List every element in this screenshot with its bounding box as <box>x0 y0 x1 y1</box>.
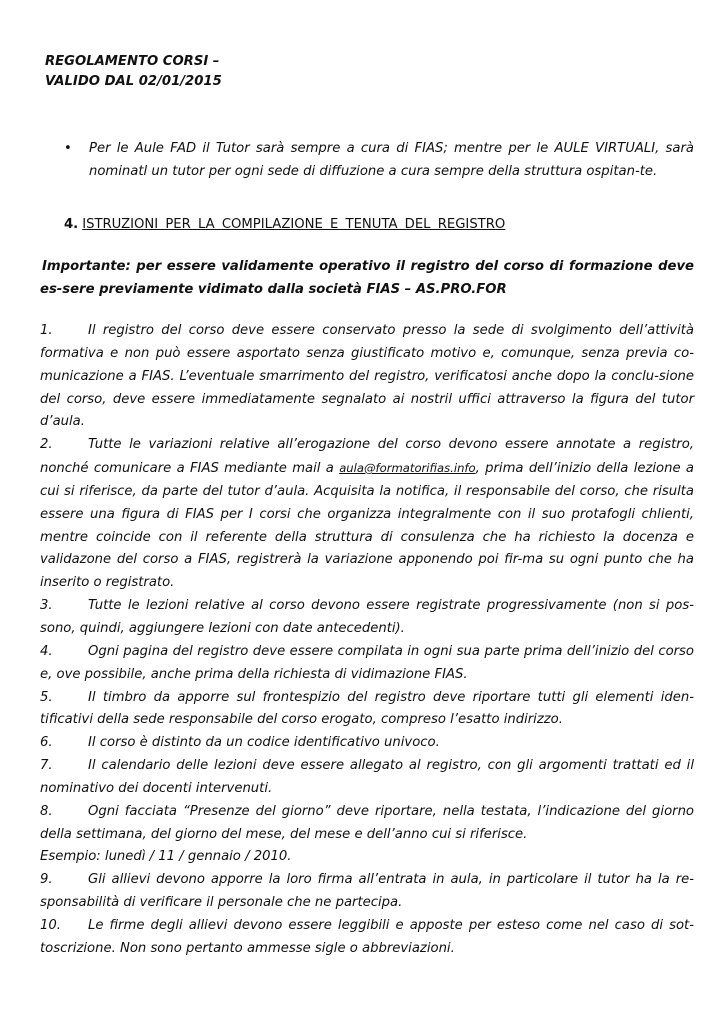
rule-item <box>40 869 694 915</box>
section-number: 4. <box>64 217 79 232</box>
email-link[interactable]: aula@formatorifias.info <box>339 461 476 476</box>
section-title: ISTRUZIONI PER LA COMPILAZIONE E TENUTA DEL REGISTRO <box>82 217 506 232</box>
rule-item <box>40 595 694 641</box>
rule-text: Gli allievi devono apporre la loro firma all’entrata in aula, in particolare il tutor ha la re-sponsabilità di verificare il personale che ne partecipa. <box>40 872 694 911</box>
rule-text: Tutte le variazioni relative all’erogazione del corso devono essere annotate a registro, nonché comunicare a FIAS mediante mail a <box>40 437 694 477</box>
rule-item <box>40 915 694 961</box>
rule-text: Il registro del corso deve essere conservato presso la sede di svolgimento dell’attività formativa e non può essere asportato senza giustificato motivo e, comunque, senza previa co-municazione a FIAS. L’eventuale smarrimento del registro, verificatosi anche dopo la conclu-sione del corso, deve essere immediatamente segnalato ai nostril uffici attraverso la figura del tutor d’aula. <box>40 323 694 430</box>
rule-text: Ogni facciata “Presenze del giorno” deve riportare, nella testata, l’indicazione del giorno della settimana, del giorno del mese, del mese e dell’anno cui si riferisce. <box>40 803 694 842</box>
rule-number: 3. <box>40 598 53 614</box>
document-title <box>45 52 222 92</box>
rule-item <box>40 320 694 434</box>
rule-number: 6. <box>40 735 53 751</box>
rule-number: 2. <box>40 437 53 453</box>
rule-number: 5. <box>40 689 53 705</box>
rule-number: 4. <box>40 643 53 659</box>
title-line-2: VALIDO DAL 02/01/2015 <box>45 74 222 89</box>
rule-number: 7. <box>40 758 53 774</box>
section-heading <box>64 214 505 236</box>
bullet-dot-icon: • <box>64 141 72 156</box>
rule-number: 10. <box>40 917 61 933</box>
rule-text: Ogni pagina del registro deve essere compilata in ogni sua parte prima dell’inizio del corso e, ove possibile, anche prima della richiesta di vidimazione FIAS. <box>40 643 694 682</box>
rule-item <box>40 732 694 755</box>
title-line-1: REGOLAMENTO CORSI – <box>45 54 220 69</box>
rule-item <box>40 755 694 801</box>
important-notice: Importante: per essere validamente operativo il registro del corso di formazione deve es-sere previamente vidimato dalla società FIAS – AS.PRO.FOR <box>40 259 694 297</box>
rule-number: 8. <box>40 803 53 819</box>
rule-text: Il timbro da apporre sul frontespizio del registro deve riportare tutti gli elementi iden-tificativi della sede responsabile del corso erogato, compreso l’esatto indirizzo. <box>40 689 694 728</box>
example-line: Esempio: lunedì / 11 / gennaio / 2010. <box>40 849 292 865</box>
rule-text-continued: , prima dell’inizio della lezione a cui si riferisce, da parte del tutor d’aula. Acquisita la notifica, il responsabile del corso, che risulta essere una figura di FIAS per I corsi che organizza integralmente con il suo protafogli chlienti, mentre coincide con il referente della struttura di consulenza che ha richiesto la docenza e validazone del corso a FIAS, registrerà la variazione apponendo poi fir-ma su ogni punto che ha inserito o registrato. <box>40 461 695 591</box>
rule-number: 1. <box>40 323 53 338</box>
rule-number: 9. <box>40 872 53 888</box>
bullet-text: Per le Aule FAD il Tutor sarà sempre a cura di FIAS; mentre per le AULE VIRTUALI, sarà nominatl un tutor per ogni sede di diffuzione a cura sempre della struttura ospitan-te. <box>89 141 694 179</box>
rule-text: Tutte le lezioni relative al corso devono essere registrate progressivamente (non si pos-sono, quindi, aggiungere lezioni con date antecedenti). <box>40 598 694 636</box>
rule-text: Il calendario delle lezioni deve essere allegato al registro, con gli argomenti trattati ed il nominativo dei docenti intervenuti. <box>40 758 694 796</box>
rule-item <box>40 801 694 847</box>
rule-text: Le firme degli allievi devono essere leggibili e apposte per esteso come nel caso di sot-toscrizione. Non sono pertanto ammesse sigle o abbreviazioni. <box>40 917 694 956</box>
rule-item <box>40 687 694 733</box>
rule-item <box>40 641 694 687</box>
rule-text: Il corso è distinto da un codice identificativo univoco. <box>88 735 440 751</box>
rule-item <box>40 434 694 595</box>
rules-list <box>40 320 694 961</box>
